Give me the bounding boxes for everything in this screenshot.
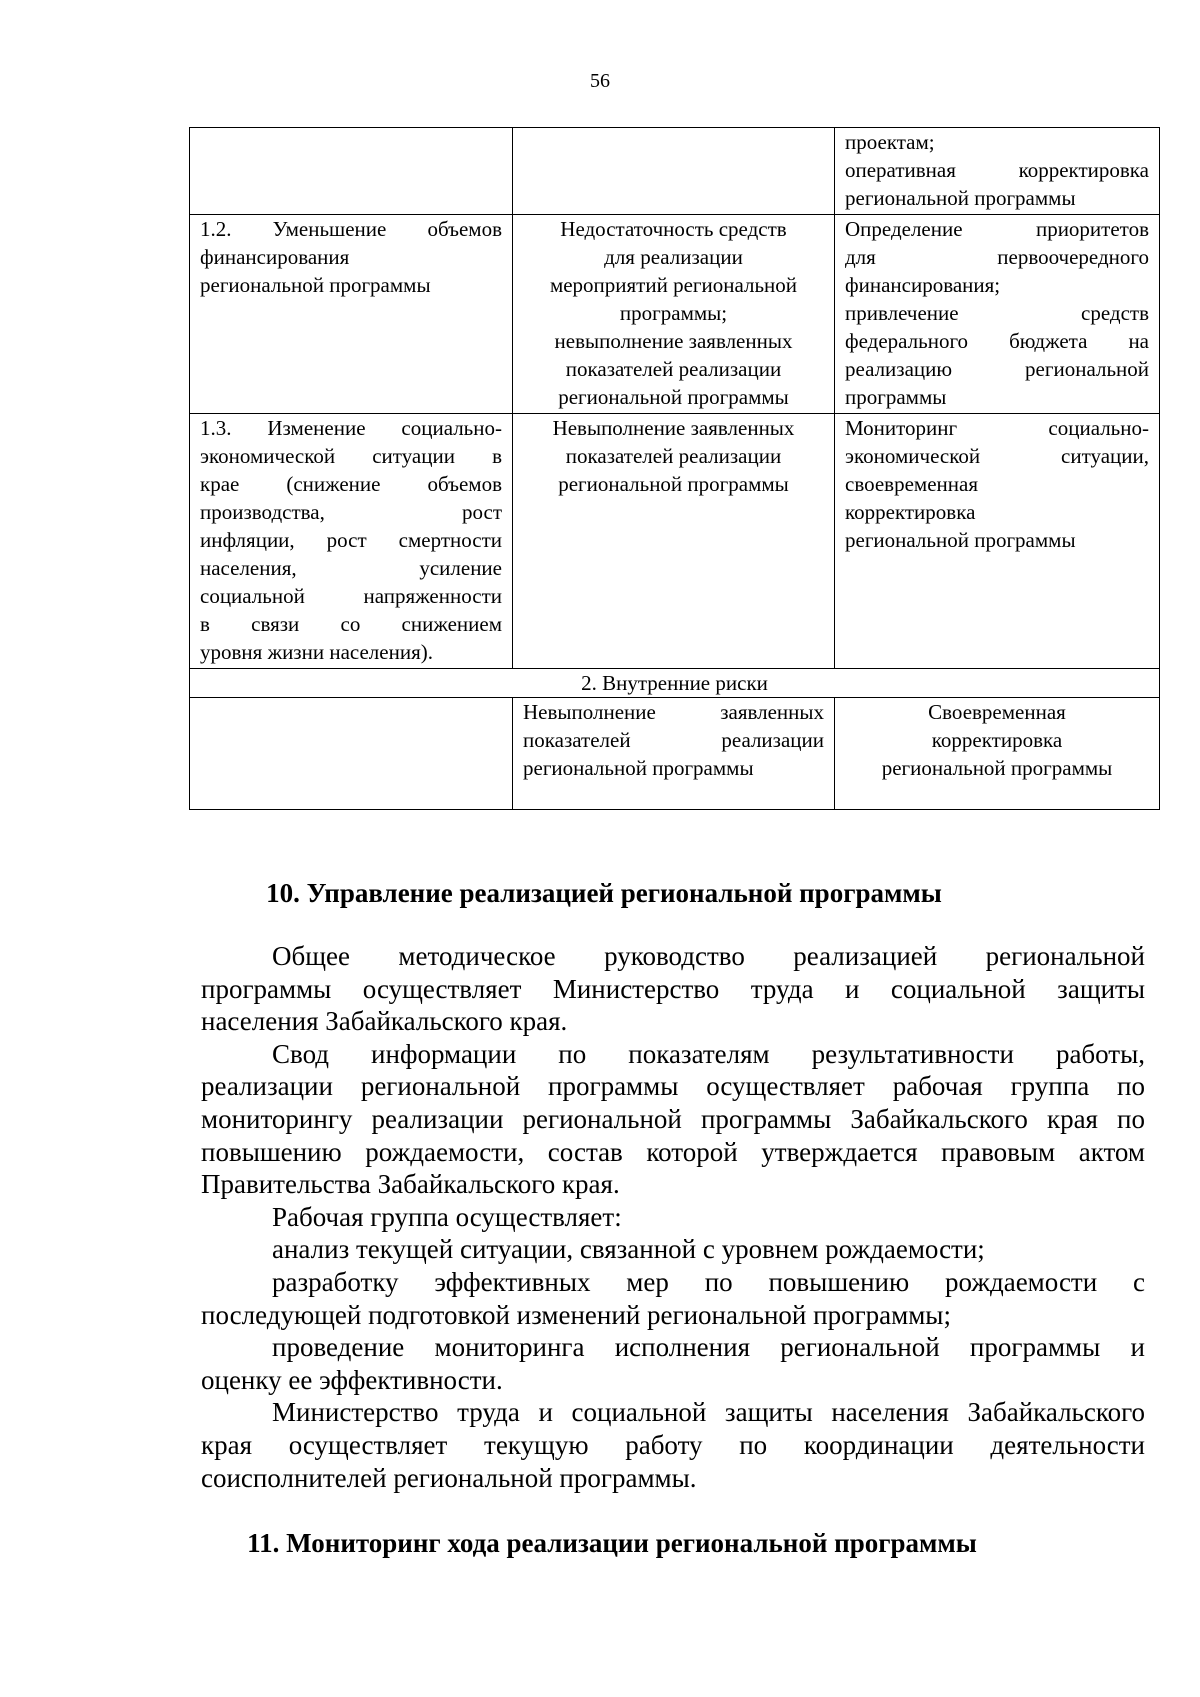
cell-line: Мониторинг социально- <box>845 416 1149 440</box>
cell-line: экономической ситуации, <box>845 444 1149 468</box>
cell-line: 1.3. Изменение социально- <box>200 416 502 440</box>
cell-line: показателей реализации <box>523 728 824 752</box>
cell-line: проектам; <box>845 130 935 154</box>
cell-line: региональной программы <box>845 528 1076 552</box>
text-line: анализ текущей ситуации, связанной с уровнем рождаемости; <box>272 1234 985 1265</box>
section-10-body <box>201 940 1145 1494</box>
cell-line: финансирования <box>200 245 350 269</box>
cell-line: Своевременная <box>928 700 1066 724</box>
cell-line: Невыполнение заявленных <box>552 416 795 440</box>
cell-line: для реализации <box>604 245 743 269</box>
cell-line: невыполнение заявленных <box>554 329 793 353</box>
text-line: населения Забайкальского края. <box>201 1006 568 1037</box>
cell-line: региональной программы <box>881 756 1113 780</box>
table-row <box>190 215 1160 414</box>
cell-line: Невыполнение заявленных <box>523 700 824 724</box>
page-number: 56 <box>590 70 610 92</box>
risk-table <box>189 127 1160 810</box>
cell-line: показателей реализации <box>565 357 782 381</box>
paragraph <box>201 1266 1145 1331</box>
cell-line: региональной программы <box>558 385 789 409</box>
text-line: последующей подготовкой изменений региональной программы; <box>201 1299 951 1330</box>
table-cell-risk <box>190 215 513 414</box>
text-line: проведение мониторинга исполнения региональной программы и <box>272 1332 1145 1363</box>
section-internal-risks: 2. Внутренние риски <box>190 669 1160 698</box>
text-line: повышению рождаемости, состав которой утверждается правовым актом <box>201 1136 1145 1167</box>
cell-line: социальной напряженности <box>200 584 502 608</box>
table-cell-consequence <box>513 698 835 810</box>
table-cell-consequence <box>513 215 835 414</box>
text-line: оценку ее эффективности. <box>201 1364 503 1395</box>
table-cell-measures <box>835 215 1160 414</box>
cell-line: уровня жизни населения). <box>200 640 433 664</box>
text-line: края осуществляет текущую работу по координации деятельности <box>201 1429 1145 1460</box>
cell-line: региональной программы <box>845 186 1076 210</box>
table-cell-measures <box>835 414 1160 669</box>
cell-line: региональной программы <box>200 273 431 297</box>
text-line: программы осуществляет Министерство труда и социальной защиты <box>201 973 1145 1004</box>
table-row <box>190 414 1160 669</box>
section-10-heading: 10. Управление реализацией региональной программы <box>266 878 942 908</box>
table-row <box>190 128 1160 215</box>
cell-line: производства, рост <box>200 500 502 524</box>
table-cell-consequence <box>513 414 835 669</box>
paragraph <box>201 1396 1145 1494</box>
text-line: Свод информации по показателям результативности работы, <box>272 1038 1145 1069</box>
cell-line: корректировка <box>845 500 976 524</box>
text-line: Правительства Забайкальского края. <box>201 1169 620 1200</box>
paragraph <box>201 1038 1145 1201</box>
paragraph <box>201 1331 1145 1396</box>
cell-line: населения, усиление <box>200 556 502 580</box>
cell-line: крае (снижение объемов <box>200 472 502 496</box>
text-line: разработку эффективных мер по повышению рождаемости с <box>272 1266 1145 1297</box>
cell-line: программы <box>845 385 947 409</box>
paragraph <box>201 1233 1145 1266</box>
cell-line: привлечение средств <box>845 301 1149 325</box>
paragraph <box>201 1201 1145 1234</box>
cell-line: мероприятий региональной <box>549 273 798 297</box>
section-11-heading: 11. Мониторинг хода реализации региональной программы <box>247 1528 977 1558</box>
table-cell-empty <box>190 128 513 215</box>
text-line: соисполнителей региональной программы. <box>201 1462 697 1493</box>
table-cell-measures <box>835 128 1160 215</box>
cell-line: региональной программы <box>523 756 754 780</box>
cell-line: реализацию региональной <box>845 357 1149 381</box>
cell-line: Определение приоритетов <box>845 217 1149 241</box>
cell-line: региональной программы <box>558 472 789 496</box>
cell-line: показателей реализации <box>565 444 782 468</box>
table-row <box>190 698 1160 810</box>
cell-line: в связи со снижением <box>200 612 502 636</box>
paragraph <box>201 940 1145 1038</box>
cell-line: Недостаточность средств <box>560 217 787 241</box>
table-cell-empty <box>513 128 835 215</box>
table-cell-measures <box>835 698 1160 810</box>
cell-line: программы; <box>619 301 728 325</box>
cell-line: оперативная корректировка <box>845 158 1149 182</box>
text-line: Общее методическое руководство реализацией региональной <box>272 941 1145 971</box>
cell-line: экономической ситуации в <box>200 444 502 468</box>
cell-line: федерального бюджета на <box>845 329 1149 353</box>
text-line: мониторингу реализации региональной программы Забайкальского края по <box>201 1103 1145 1134</box>
cell-line: для первоочередного <box>845 245 1149 269</box>
text-line: реализации региональной программы осуществляет рабочая группа по <box>201 1071 1145 1102</box>
text-line: Министерство труда и социальной защиты населения Забайкальского <box>272 1397 1145 1428</box>
text-line: Рабочая группа осуществляет: <box>272 1201 622 1232</box>
cell-line: инфляции, рост смертности <box>200 528 502 552</box>
table-section-row <box>190 669 1160 698</box>
cell-line: 1.2. Уменьшение объемов <box>200 217 502 241</box>
cell-line: своевременная <box>845 472 978 496</box>
cell-line: финансирования; <box>845 273 1001 297</box>
cell-line: корректировка <box>931 728 1063 752</box>
table-cell-empty <box>190 698 513 810</box>
table-cell-risk <box>190 414 513 669</box>
